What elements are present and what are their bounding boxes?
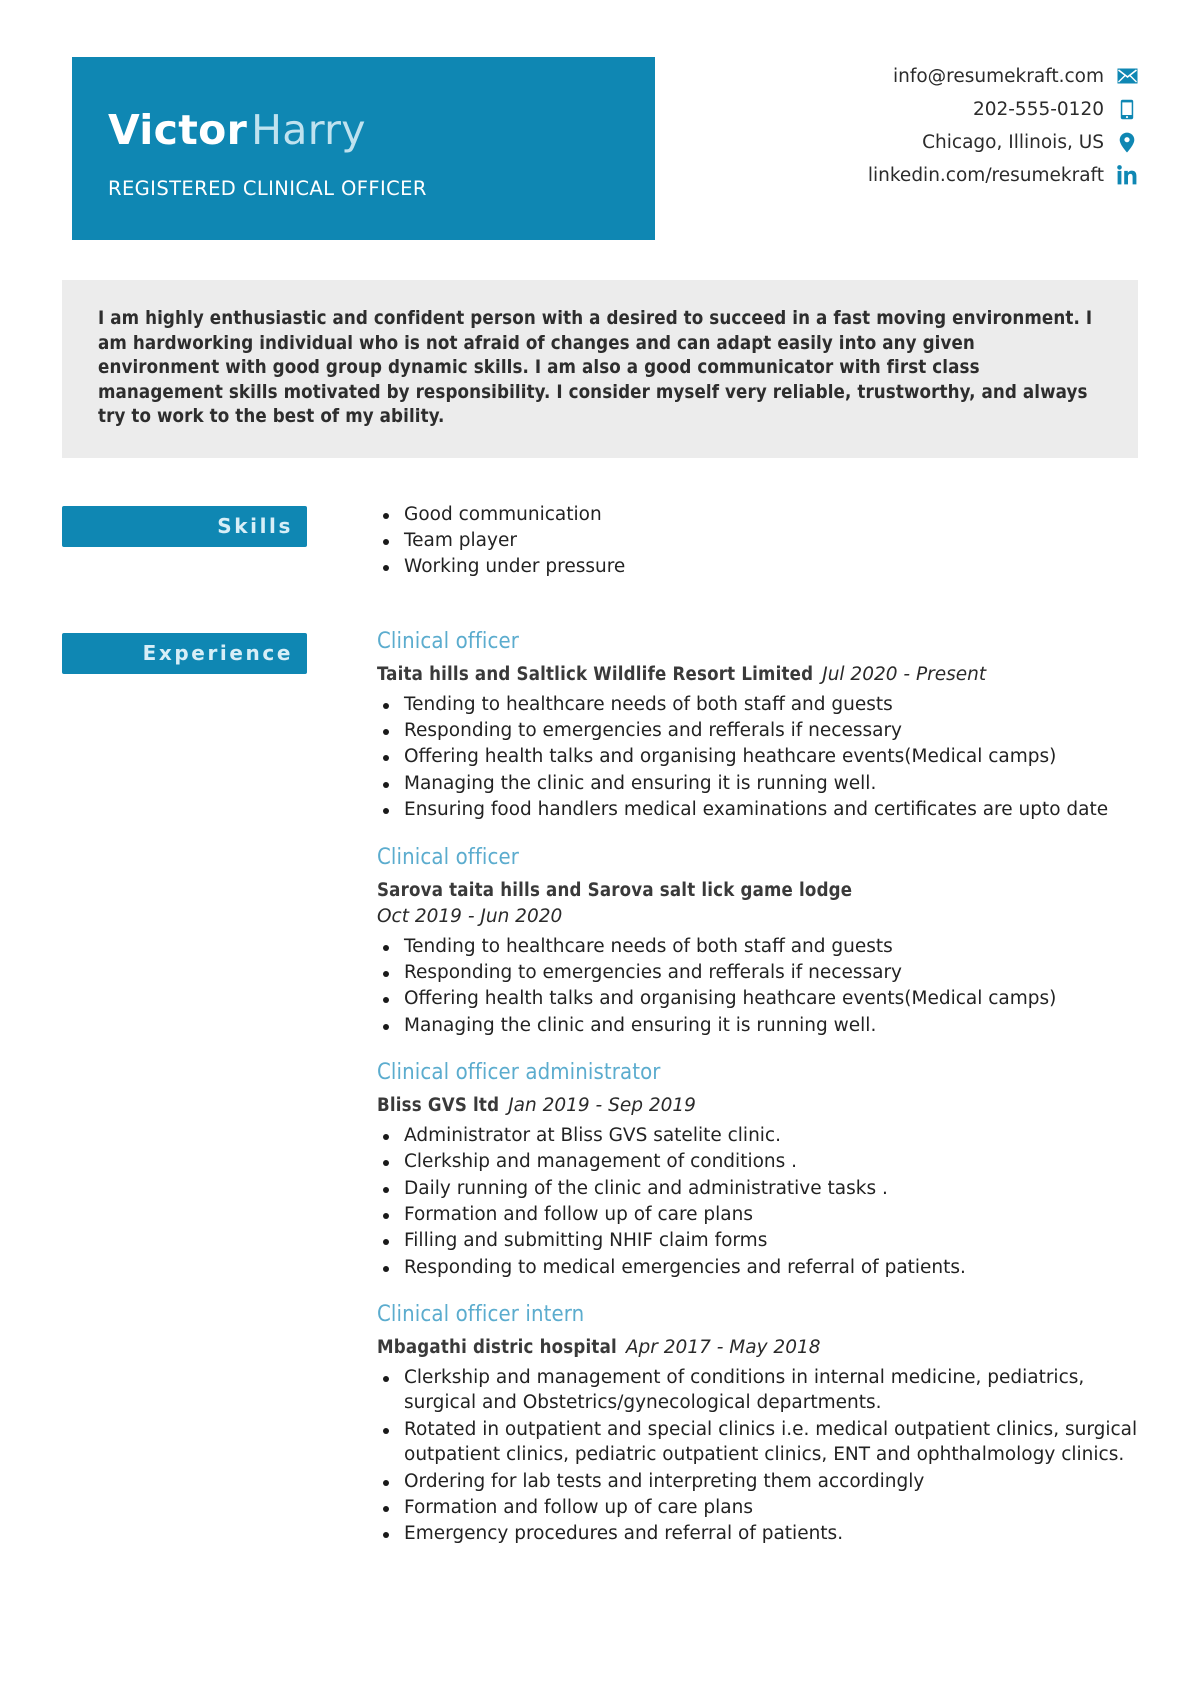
list-item: Formation and follow up of care plans (404, 1202, 1138, 1227)
skills-section (62, 503, 1138, 581)
experience-entry (377, 1302, 1138, 1546)
job-role: Clinical officer administrator (377, 1059, 661, 1085)
experience-section (62, 628, 1138, 1548)
experience-section-title: Experience (62, 633, 307, 674)
list-item: Ensuring food handlers medical examinations and certificates are upto date (404, 797, 1138, 822)
contact-linkedin-text: linkedin.com/resumekraft (867, 164, 1104, 186)
experience-entry (377, 845, 1138, 1038)
list-item: Offering health talks and organising heathcare events(Medical camps) (404, 744, 1138, 769)
contact-item-email[interactable] (893, 65, 1138, 87)
job-meta (377, 1094, 1138, 1118)
list-item: Responding to emergencies and refferals if necessary (404, 960, 1138, 985)
list-item: Clerkship and management of conditions in internal medicine, pediatrics, surgical and Obstetrics/gynecological departments. (404, 1365, 1138, 1416)
job-role: Clinical officer (377, 628, 519, 654)
list-item: Managing the clinic and ensuring it is running well. (404, 771, 1138, 796)
job-dates: Jan 2019 - Sep 2019 (508, 1094, 696, 1116)
job-meta (377, 879, 1138, 929)
last-name: Harry (251, 106, 366, 154)
job-bullet-list (377, 692, 1138, 823)
list-item: Working under pressure (404, 554, 1138, 579)
skills-list (377, 502, 1138, 580)
envelope-icon (1116, 65, 1138, 87)
contact-email-text: info@resumekraft.com (892, 65, 1104, 87)
job-dates: Oct 2019 - Jun 2020 (377, 905, 563, 927)
experience-entry (377, 629, 1138, 823)
job-bullet-list (377, 1123, 1138, 1280)
job-dates: Apr 2017 - May 2018 (625, 1337, 821, 1359)
contact-location-text: Chicago, Illinois, US (922, 131, 1104, 153)
job-company: Mbagathi distric hospital (377, 1337, 617, 1359)
list-item: Offering health talks and organising heathcare events(Medical camps) (404, 986, 1138, 1011)
list-item: Administrator at Bliss GVS satelite clinic. (404, 1123, 1138, 1148)
contact-item-location[interactable] (922, 131, 1138, 153)
resume-header (0, 0, 1200, 240)
job-company: Bliss GVS ltd (377, 1094, 500, 1116)
list-item: Responding to emergencies and refferals if necessary (404, 718, 1138, 743)
list-item: Responding to medical emergencies and referral of patients. (404, 1255, 1138, 1280)
experience-content (322, 629, 1138, 1548)
contact-list (868, 57, 1138, 186)
list-item: Managing the clinic and ensuring it is running well. (404, 1013, 1138, 1038)
skills-label-column (62, 506, 322, 547)
linkedin-icon (1116, 164, 1138, 186)
job-company: Taita hills and Saltlick Wildlife Resort Limited (377, 663, 814, 685)
mobile-phone-icon (1116, 98, 1138, 120)
list-item: Formation and follow up of care plans (404, 1495, 1138, 1520)
job-bullet-list (377, 1365, 1138, 1546)
list-item: Emergency procedures and referral of patients. (404, 1521, 1138, 1546)
list-item: Team player (404, 528, 1138, 553)
summary-section (62, 280, 1138, 458)
job-role: Clinical officer (377, 844, 519, 870)
list-item: Daily running of the clinic and administrative tasks . (404, 1176, 1138, 1201)
experience-label-column (62, 633, 322, 674)
list-item: Tending to healthcare needs of both staff and guests (404, 692, 1138, 717)
first-name: Victor (108, 106, 248, 154)
list-item: Tending to healthcare needs of both staff and guests (404, 934, 1138, 959)
summary-text: I am highly enthusiastic and confident person with a desired to succeed in a fast moving environment. I am hardworking individual who is not afraid of changes and can adapt easily into any given environment with good group dynamic skills. I am also a good communicator with first class management skills motivated by responsibility. I consider myself very reliable, trustworthy, and always try to work to the best of my ability. (98, 308, 1093, 428)
list-item: Rotated in outpatient and special clinics i.e. medical outpatient clinics, surgical outpatient clinics, pediatric outpatient clinics, ENT and ophthalmology clinics. (404, 1417, 1138, 1468)
job-role: Clinical officer intern (377, 1302, 585, 1328)
job-meta (377, 1336, 1138, 1360)
job-dates: Jul 2020 - Present (822, 663, 987, 685)
skills-section-title: Skills (62, 506, 307, 547)
job-bullet-list (377, 934, 1138, 1038)
skills-content (322, 502, 1138, 581)
list-item: Ordering for lab tests and interpreting them accordingly (404, 1469, 1138, 1494)
experience-entry (377, 1060, 1138, 1280)
contact-item-phone[interactable] (973, 98, 1138, 120)
contact-item-linkedin[interactable] (868, 164, 1138, 186)
professional-title: REGISTERED CLINICAL OFFICER (108, 177, 427, 201)
name-banner (72, 57, 655, 240)
list-item: Filling and submitting NHIF claim forms (404, 1228, 1138, 1253)
list-item: Good communication (404, 502, 1138, 527)
location-pin-icon (1116, 131, 1138, 153)
full-name (108, 106, 655, 154)
contact-phone-text: 202-555-0120 (972, 98, 1104, 120)
list-item: Clerkship and management of conditions . (404, 1149, 1138, 1174)
job-meta (377, 663, 1138, 687)
job-company: Sarova taita hills and Sarova salt lick game lodge (377, 879, 853, 901)
